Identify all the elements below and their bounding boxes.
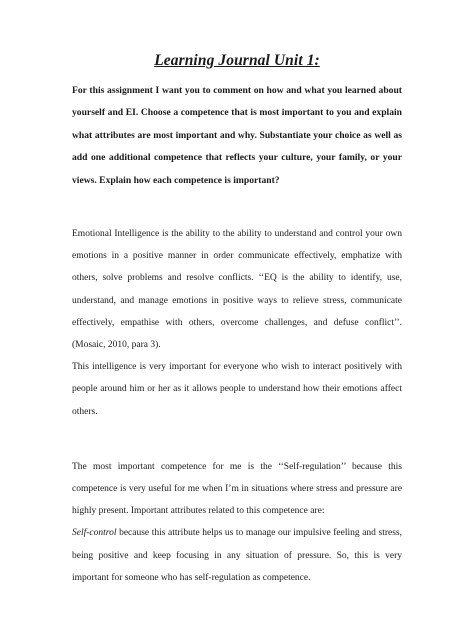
document-body [72,80,402,589]
assignment-prompt: For this assignment I want you to comment on how and what you learned about yourself and EI. Choose a competence that is most important to you and explain what attributes are most important and why. Substantiate your choice as well as add one additional competence that reflects your culture, your family, or your views. Explain how each competence is important? [72,85,402,186]
spacer [72,192,402,223]
document-title: Learning Journal Unit 1: [154,52,320,69]
paragraph-self-control [72,522,402,589]
paragraph-ei-definition: Emotional Intelligence is the ability to the ability to understand and control your own emotions in a positive manner in order communicate effectively, emphatize with others, solve problems and resolve conflicts. ‘‘EQ is the ability to identify, use, understand, and manage emotions in positive ways to relieve stress, communicate effectively, empathise with others, overcome challenges, and defuse conflict’’. (Mosaic, 2010, para 3). [72,229,402,351]
spacer [72,423,402,456]
self-control-text: because this attribute helps us to manage our impulsive feeling and stress, being positive and keep focusing in any situation of pressure. So, this is very important for someone who has self-regulation as competence. [72,528,402,583]
paragraph-importance: This intelligence is very important for everyone who wish to interact positively with people around him or her as it allows people to understand how their emotions affect others. [72,362,402,417]
self-control-term: Self-control [72,528,117,539]
paragraph-competence: The most important competence for me is the ‘‘Self-regulation’’ because this competence is very useful for me when I’m in situations where stress and pressure are highly present. Important attributes related to this competence are: [72,461,402,517]
